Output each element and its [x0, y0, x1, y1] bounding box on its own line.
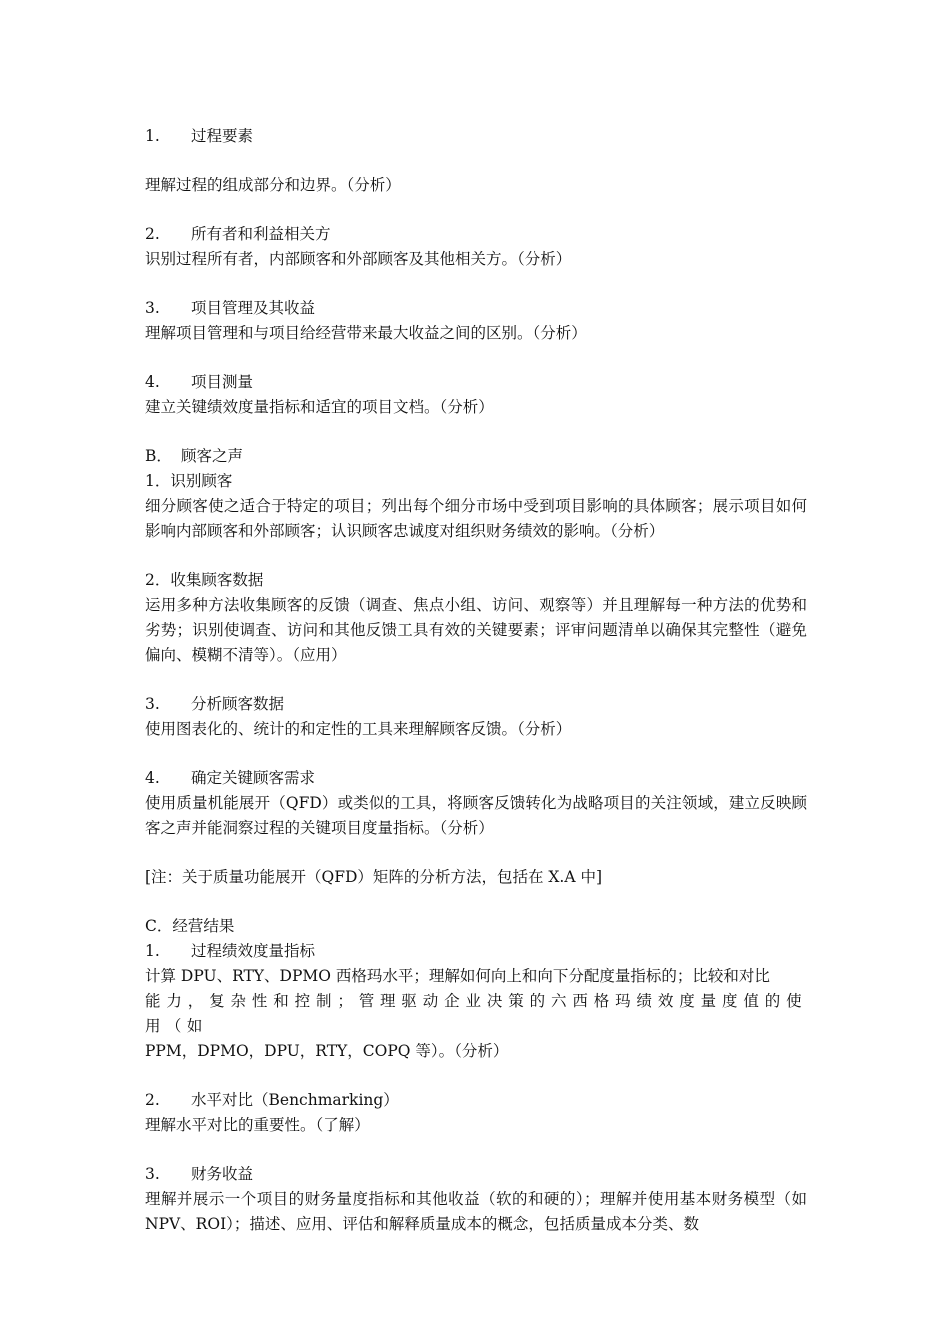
section-a4-heading: [145, 370, 807, 395]
section-b1-body: 细分顾客使之适合于特定的项目；列出每个细分市场中受到项目影响的具体顾客；展示项目如何影响内部顾客和外部顾客；认识顾客忠诚度对组织财务绩效的影响。（分析）: [145, 497, 807, 540]
section-b-heading: [145, 444, 807, 469]
section-title: 过程要素: [191, 127, 254, 145]
section-c1-body-line-3: PPM，DPMO，DPU，RTY，COPQ 等）。（分析）: [145, 1042, 509, 1060]
document-page: [145, 124, 807, 1237]
section-b4-heading: [145, 766, 807, 791]
section-number: 2.: [145, 225, 160, 243]
section-number: 4.: [145, 769, 160, 787]
section-b2-heading: 2．收集顾客数据: [145, 571, 264, 589]
section-title: 项目测量: [191, 373, 254, 391]
section-a3-body: 理解项目管理和与项目给经营带来最大收益之间的区别。（分析）: [145, 324, 587, 342]
section-title: 水平对比（Benchmarking）: [191, 1091, 399, 1109]
section-a3-heading: [145, 296, 807, 321]
section-number: 3.: [145, 1165, 160, 1183]
section-letter: B．: [145, 447, 172, 465]
section-title: 分析顾客数据: [191, 695, 285, 713]
section-c3-heading: [145, 1162, 807, 1187]
qfd-note: [注：关于质量功能展开（QFD）矩阵的分析方法，包括在 X.A 中]: [145, 868, 602, 886]
section-b4-body: 使用质量机能展开（QFD）或类似的工具，将顾客反馈转化为战略项目的关注领域，建立反映顾客之声并能洞察过程的关键项目度量指标。（分析）: [145, 794, 807, 837]
section-c-heading: C．经营结果: [145, 917, 235, 935]
section-number: 1.: [145, 127, 160, 145]
section-a1-body: 理解过程的组成部分和边界。（分析）: [145, 176, 401, 194]
section-number: 4.: [145, 373, 160, 391]
section-number: 1.: [145, 942, 160, 960]
section-c2-body: 理解水平对比的重要性。（了解）: [145, 1116, 370, 1134]
section-b3-body: 使用图表化的、统计的和定性的工具来理解顾客反馈。（分析）: [145, 720, 572, 738]
section-c1-body-line-2: 能力，复杂性和控制；管理驱动企业决策的六西格玛绩效度量度值的使用（如: [145, 992, 807, 1035]
section-a1-heading: [145, 124, 807, 149]
section-number: 3.: [145, 695, 160, 713]
section-number: 2.: [145, 1091, 160, 1109]
section-c1-body-line-1: 计算 DPU、RTY、DPMO 西格玛水平；理解如何向上和向下分配度量指标的；比较和对比: [145, 967, 770, 985]
section-title: 项目管理及其收益: [191, 299, 316, 317]
section-c1-heading: [145, 939, 807, 964]
section-c3-body: 理解并展示一个项目的财务量度指标和其他收益（软的和硬的）；理解并使用基本财务模型（如 NPV、ROI）；描述、应用、评估和解释质量成本的概念，包括质量成本分类、数: [145, 1190, 807, 1233]
section-a2-body: 识别过程所有者，内部顾客和外部顾客及其他相关方。（分析）: [145, 250, 572, 268]
section-title: 财务收益: [191, 1165, 254, 1183]
section-b3-heading: [145, 692, 807, 717]
section-title: 确定关键顾客需求: [191, 769, 316, 787]
section-title: 过程绩效度量指标: [191, 942, 316, 960]
section-title: 顾客之声: [181, 447, 244, 465]
section-b2-body: 运用多种方法收集顾客的反馈（调查、焦点小组、访问、观察等）并且理解每一种方法的优势和劣势；识别使调查、访问和其他反馈工具有效的关键要素；评审问题清单以确保其完整性（避免偏向、模糊不清等）。（应用）: [145, 596, 807, 664]
section-a2-heading: [145, 222, 807, 247]
section-a4-body: 建立关键绩效度量指标和适宜的项目文档。（分析）: [145, 398, 494, 416]
section-c2-heading: [145, 1088, 807, 1113]
section-b1-heading: 1．识别顾客: [145, 472, 233, 490]
section-title: 所有者和利益相关方: [191, 225, 331, 243]
section-number: 3.: [145, 299, 160, 317]
